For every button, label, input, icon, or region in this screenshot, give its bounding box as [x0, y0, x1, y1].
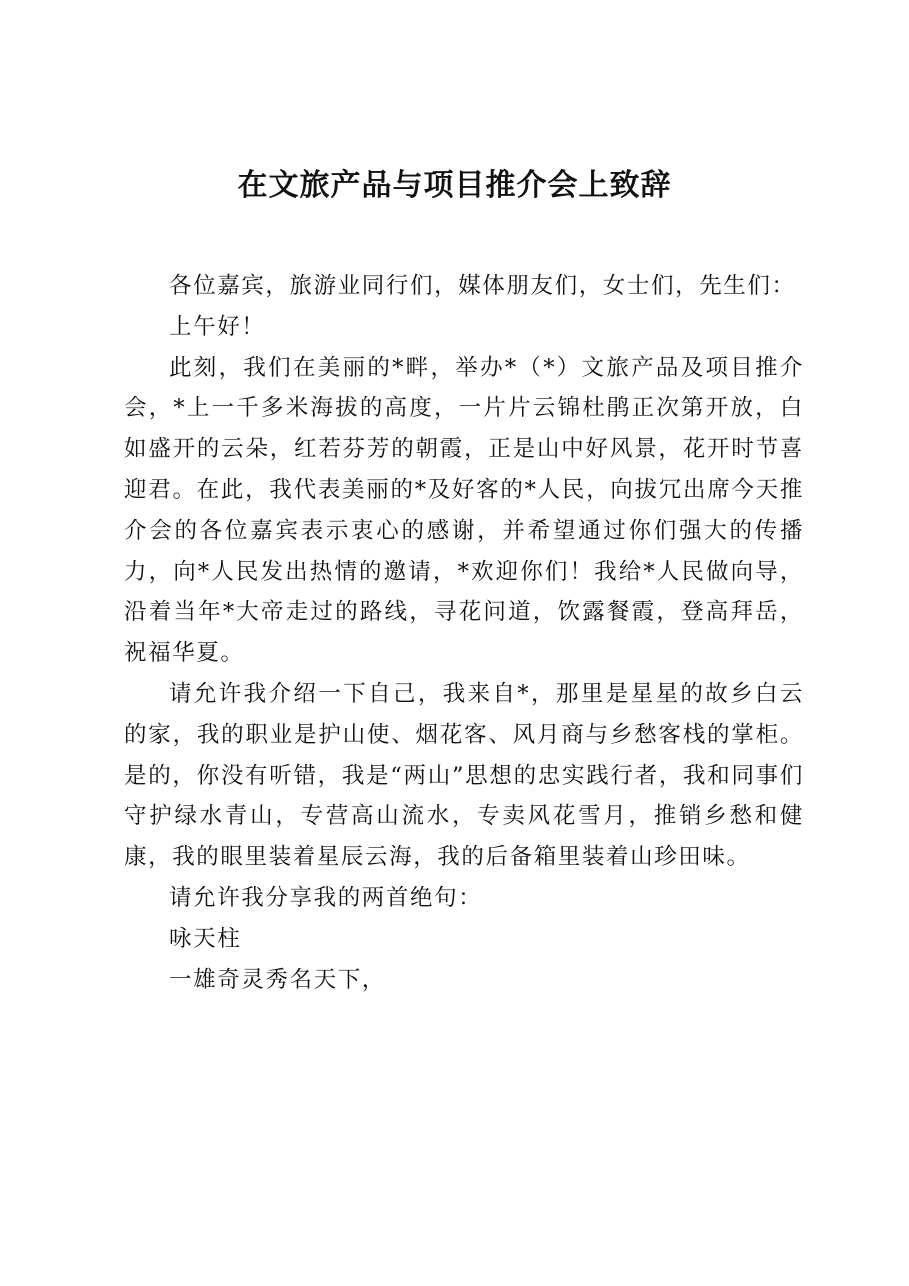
poem-line: 一雄奇灵秀名天下， [169, 966, 386, 993]
document-title: 在文旅产品与项目推介会上致辞 [237, 168, 672, 203]
paragraph-poem-intro: 请允许我分享我的两首绝句： [169, 884, 483, 911]
paragraph-introduction: 请允许我介绍一下自己，我来自*，那里是星星的故乡白云的家，我的职业是护山使、烟花客、风月商与乡愁客栈的掌柜。是的，你没有听错，我是“两山”思想的忠实践行者，我和同事们守护绿水青山，专营高山流水，专卖风花雪月，推销乡愁和健康，我的眼里装着星辰云海，我的后备箱里装着山珍田味。 [124, 680, 804, 871]
paragraph-greeting: 各位嘉宾，旅游业同行们，媒体朋友们，女士们，先生们： [169, 273, 796, 299]
poem-title: 咏天柱 [169, 925, 242, 952]
document-body [124, 266, 804, 1000]
paragraph-good-morning: 上午好！ [169, 313, 266, 340]
paragraph-welcome: 此刻，我们在美丽的*畔，举办*（*）文旅产品及项目推介会，*上一千多米海拔的高度，一片片云锦杜鹃正次第开放，白如盛开的云朵，红若芬芳的朝霞，正是山中好风景，花开时节喜迎君。在此，我代表美丽的*及好客的*人民，向拔冗出席今天推介会的各位嘉宾表示衷心的感谢，并希望通过你们强大的传播力，向*人民发出热情的邀请，*欢迎你们！我给*人民做向导，沿着当年*大帝走过的路线，寻花问道，饮露餐霞，登高拜岳，祝福华夏。 [124, 354, 804, 667]
